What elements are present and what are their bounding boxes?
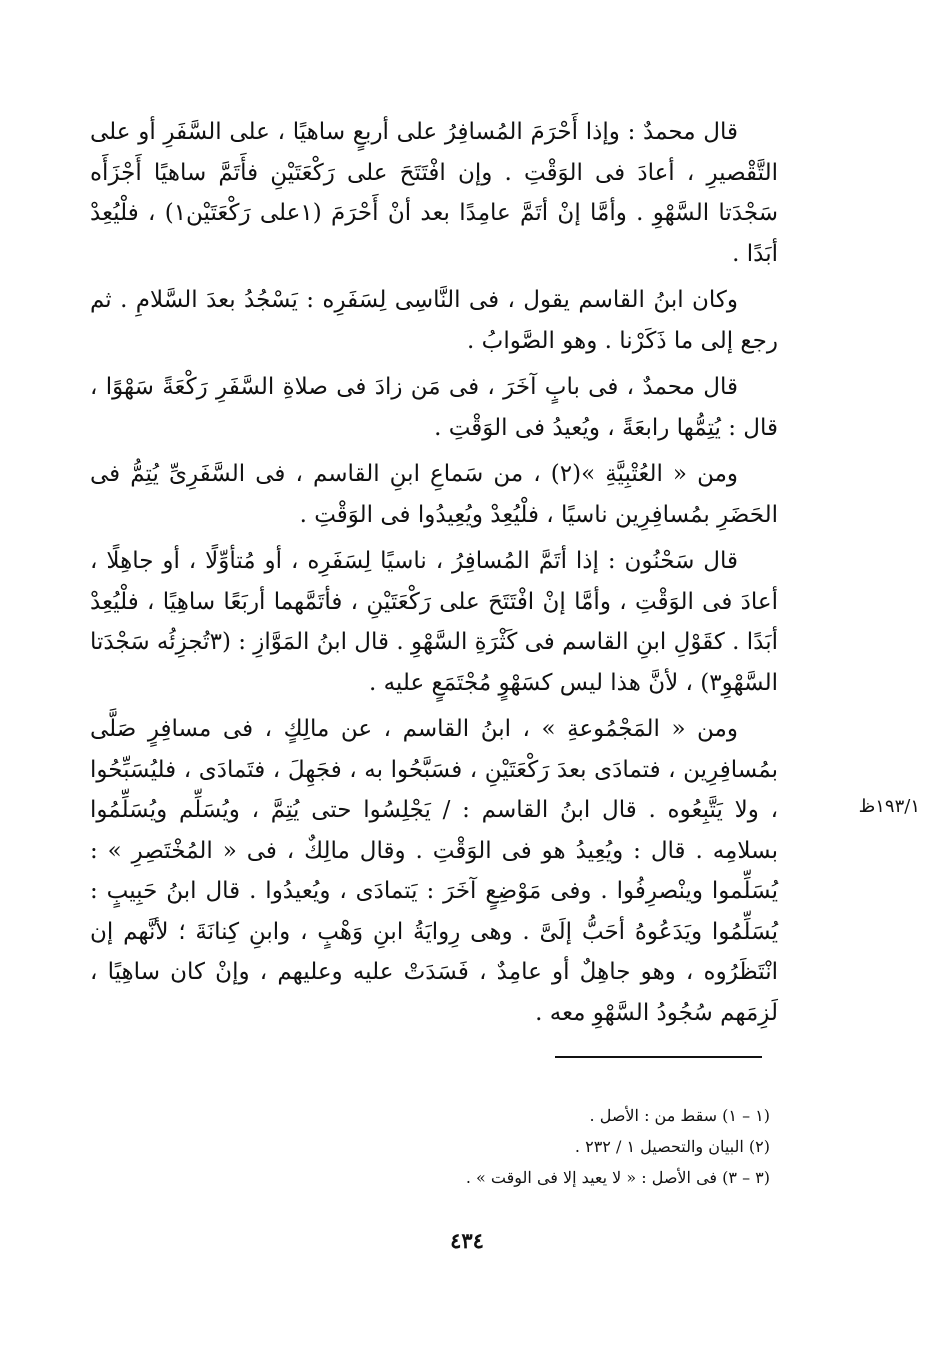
- manuscript-folio-note: ١٩٣/١ظ: [858, 796, 920, 817]
- paragraph-1: قال محمدٌ : وإذا أَحْرَمَ المُسافِرُ على أربعٍ ساهيًا ، على السَّفَرِ أو على التَّقْصيرِ ، أعادَ فى الوَقْتِ . وإن افْتَتَحَ على رَكْعَتَيْنِ فأَتَمَّ ساهيًا أَجْزَأَه سَجْدَتا السَّهْوِ . وأمَّا إنْ أتَمَّ عامِدًا بعد أنْ أَحْرَمَ (١على رَكْعَتَيْن١) ، فلْيُعِدْ أبَدًا .: [90, 119, 778, 267]
- footnotes: [150, 1100, 770, 1193]
- paragraph-3: قال محمدٌ ، فى بابٍ آخَرَ ، فى مَن زادَ فى صلاةِ السَّفَرِ رَكْعَةً سَهْوًا ، قال : يُتِمُّها رابعَةً ، ويُعيدُ فى الوَقْتِ .: [90, 374, 778, 441]
- paragraph-5: قال سَحْنُون : إذا أتَمَّ المُسافِرُ ، ناسيًا لِسَفَرِه ، أو مُتأوِّلًا ، أو جاهِلًا ، أعادَ فى الوَقْتِ ، وأمَّا إنْ افْتَتَحَ على رَكْعَتَيْنِ ، فأتَمَّهما أربَعًا ساهِيًا ، فلْيُعِدْ أبَدًا . كقَوْلِ ابنِ القاسم فى كَثْرَةِ السَّهْوِ . قال ابنُ المَوَّازِ : (٣تُجزِئُه سَجْدَتا السَّهْوِ٣) ، لأنَّ هذا ليس كسَهْوٍ مُجْتَمَعٍ عليه .: [90, 548, 778, 696]
- paragraph-2: وكان ابنُ القاسم يقول ، فى النَّاسِى لِسَفَرِه : يَسْجُدُ بعدَ السَّلامِ . ثم رجع إلى ما ذَكَرْنا . وهو الصَّوابُ .: [90, 287, 778, 354]
- paragraph-6: ومن « المَجْمُوعةِ » ، ابنُ القاسم ، عن مالِكٍ ، فى مسافِرٍ صَلَّى بمُسافِرِين ، فتمادَى بعدَ رَكْعَتَيْنِ ، فسَبَّحُوا به ، فجَهِلَ ، فتَمادَى ، فليُسَبِّحُوا ، ولا يَتَّبِعُوه . قال ابنُ القاسم : / يَجْلِسُوا حتى يُتِمَّ ، ويُسَلِّم ويُسَلِّمُوا بسلامِه . قال : ويُعِيدُ هو فى الوَقْتِ . وقال مالِكٌ ، فى « المُخْتَصِرِ » : يُسَلِّموا وينْصرِفُوا . وفى مَوْضِعٍ آخَرَ : يَتمادَى ، ويُعيدُوا . قال ابنُ حَبِيبٍ : يُسَلِّمُوا ويَدَعُوهُ أحَبُّ إلَىَّ . وهى رِوايَةُ ابنِ وَهْبٍ ، وابنِ كِنانَةَ ؛ لأنَّهم إن انْتَظَرُوه ، وهو جاهِلٌ أو عامِدٌ ، فَسَدَتْ عليه وعليهم ، وإنْ كان ساهِيًا ، لَزِمَهم سُجُودُ السَّهْوِ معه .: [90, 716, 778, 1026]
- footnote-divider: [555, 1056, 762, 1058]
- main-text: [90, 112, 778, 1033]
- footnote-1: (١ – ١) سقط من : الأصل .: [589, 1106, 770, 1125]
- paragraph-4: ومن « العُتْبِيَّةِ »(٢) ، من سَماعِ ابنِ القاسم ، فى السَّفَرِىِّ يُتِمُّ فى الحَضَرِ بمُسافِرِين ناسيًا ، فلْيُعِدْ ويُعِيدُوا فى الوَقْتِ .: [90, 461, 778, 528]
- footnote-2: (٢) البيان والتحصيل ١ / ٢٣٢ .: [574, 1137, 770, 1156]
- page-number: ٤٣٤: [450, 1228, 484, 1253]
- footnote-3: (٣ – ٣) فى الأصل : « لا يعيد إلا فى الوقت » .: [465, 1168, 770, 1187]
